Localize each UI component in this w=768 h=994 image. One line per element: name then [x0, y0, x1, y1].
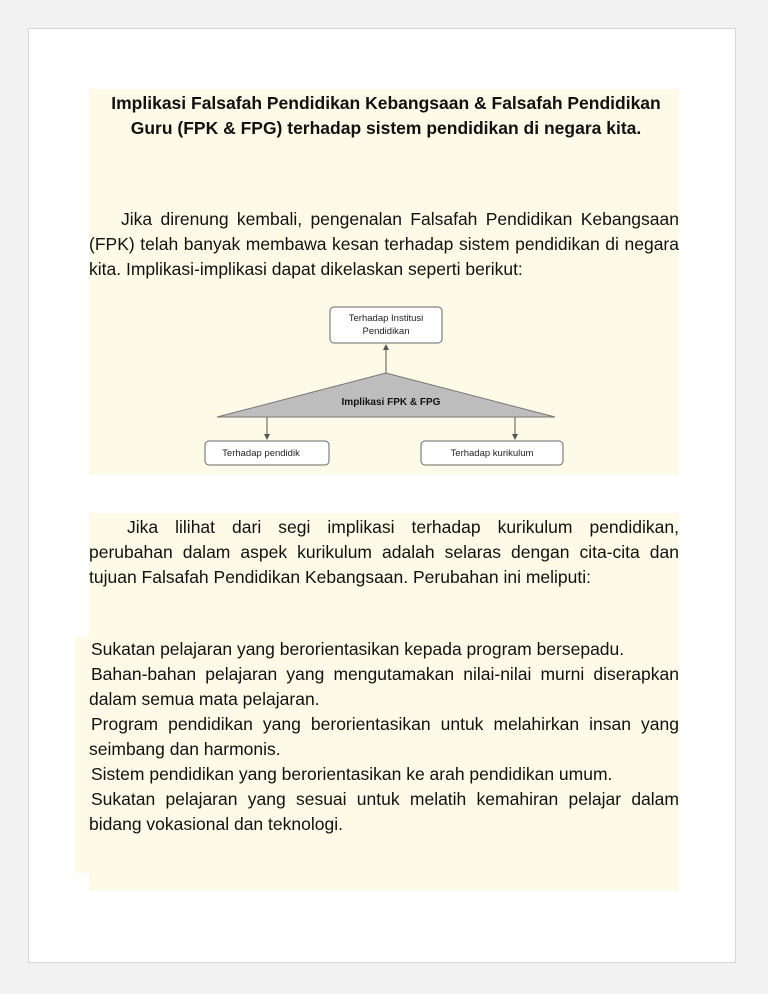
- document-title: Implikasi Falsafah Pendidikan Kebangsaan & Falsafah Pendidikan Guru (FPK & FPG) terhadap sistem pendidikan di negara kita.: [111, 93, 661, 138]
- list-item: Program pendidikan yang berorientasikan untuk melahirkan insan yang seimbang dan harmonis.: [89, 714, 679, 759]
- intro-paragraph: [89, 207, 679, 282]
- curriculum-paragraph: [89, 515, 679, 590]
- top-box-label-2: Pendidikan: [362, 326, 410, 337]
- top-box-label-1: Terhadap Institusi: [348, 313, 424, 324]
- list-item: Sukatan pelajaran yang berorientasikan kepada program bersepadu.: [91, 639, 625, 659]
- curriculum-text: Jika lilihat dari segi implikasi terhadap kurikulum pendidikan, perubahan dalam aspek kurikulum adalah selaras dengan cita-cita dan tujuan Falsafah Pendidikan Kebangsaan. Perubahan ini meliputi:: [89, 517, 679, 587]
- center-label: Implikasi FPK & FPG: [341, 397, 441, 408]
- list-end-highlight: [89, 873, 679, 891]
- arrow-right-head: [512, 434, 518, 440]
- arrow-left-head: [264, 434, 270, 440]
- list-item: Bahan-bahan pelajaran yang mengutamakan nilai-nilai murni diserapkan dalam semua mata pelajaran.: [89, 664, 679, 709]
- right-box-label: Terhadap kurikulum: [450, 448, 534, 459]
- center-triangle: [217, 373, 555, 417]
- document-page: [28, 28, 736, 963]
- left-box-label: Terhadap pendidik: [222, 448, 300, 459]
- list-item: Sukatan pelajaran yang sesuai untuk melatih kemahiran pelajar dalam bidang vokasional dan teknologi.: [89, 789, 679, 834]
- list-item: Sistem pendidikan yang berorientasikan ke arah pendidikan umum.: [91, 764, 613, 784]
- intro-text: Jika direnung kembali, pengenalan Falsafah Pendidikan Kebangsaan (FPK) telah banyak membawa kesan terhadap sistem pendidikan di negara kita. Implikasi-implikasi dapat dikelaskan seperti berikut:: [89, 209, 679, 279]
- change-list: [89, 637, 679, 837]
- arrow-up-head: [383, 344, 389, 350]
- implication-diagram: [195, 299, 575, 473]
